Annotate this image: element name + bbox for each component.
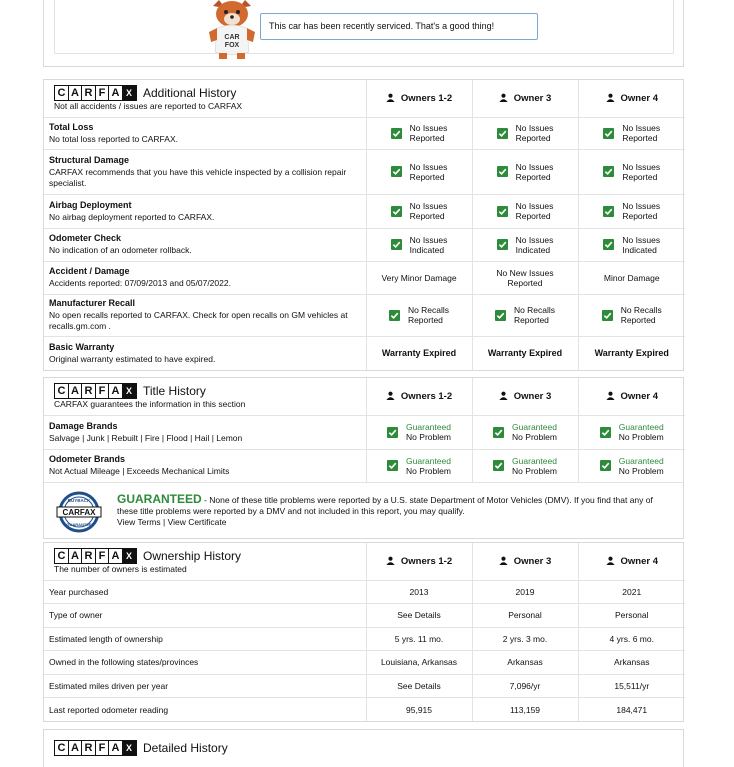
row-label: Type of owner (44, 604, 366, 628)
row-description: No airbag deployment reported to CARFAX. (49, 211, 215, 222)
status-text: No Issues Indicated (622, 234, 661, 255)
status-check (600, 422, 664, 442)
guarantee-heading: GUARANTEED (117, 492, 202, 506)
status-text: Guaranteed No Problem (406, 422, 451, 442)
owner-header: Owners 1-2 (386, 556, 452, 567)
status-text: Guaranteed No Problem (618, 422, 664, 442)
status-text: No Issues Reported (409, 201, 448, 221)
check-icon (391, 239, 402, 250)
row-label: Airbag Deployment (49, 199, 132, 210)
check-icon (391, 128, 402, 139)
check-icon (600, 427, 611, 438)
table-row (44, 149, 685, 194)
person-icon (499, 93, 508, 102)
check-icon (497, 166, 508, 177)
status-text: No Recalls Reported (407, 305, 450, 325)
buyback-guarantee-badge-icon (54, 491, 104, 533)
status-check (600, 456, 664, 476)
check-icon (493, 460, 504, 471)
row-description: No indication of an odometer rollback. (49, 245, 192, 255)
section-title: Ownership History (143, 549, 242, 564)
section-title: Detailed History (143, 741, 228, 755)
status-text: No Issues Indicated (409, 234, 448, 255)
cell-value: 15,511/yr (578, 674, 685, 698)
status-check (391, 235, 448, 255)
table-row (44, 674, 685, 698)
status-text: No Issues Reported (409, 161, 448, 182)
owner-header: Owner 4 (606, 93, 659, 104)
cell-value: Louisiana, Arkansas (366, 651, 472, 675)
status-check (603, 235, 660, 255)
check-icon (497, 128, 508, 139)
status-check (389, 305, 449, 325)
owner-header: Owner 3 (499, 556, 552, 567)
status-check (495, 305, 555, 325)
check-icon (387, 460, 398, 471)
cell-value: Personal (578, 604, 685, 628)
check-icon (603, 206, 614, 217)
table-row (44, 698, 685, 722)
owner-header: Owner 3 (499, 391, 552, 402)
section-title: Additional History (143, 86, 237, 101)
cell-value: Minor Damage (603, 272, 660, 283)
check-icon (391, 206, 402, 217)
row-label: Estimated miles driven per year (44, 674, 366, 698)
table-row (44, 336, 685, 370)
cell-value: 2019 (472, 580, 578, 604)
owner-header: Owner 4 (606, 391, 659, 402)
row-label: Odometer Brands (49, 454, 126, 465)
cell-value: 2013 (366, 580, 472, 604)
check-icon (603, 128, 614, 139)
row-label: Total Loss (49, 121, 94, 132)
cell-value: 2 yrs. 3 mo. (472, 627, 578, 651)
check-icon (603, 239, 614, 250)
row-label: Estimated length of ownership (44, 627, 366, 651)
service-banner (54, 0, 674, 54)
section-subtitle: Not all accidents / issues are reported to CARFAX (54, 101, 243, 112)
status-check (497, 123, 554, 143)
table-row (44, 449, 685, 482)
section-subtitle: CARFAX guarantees the information in this section (54, 399, 246, 410)
status-check (602, 305, 662, 325)
person-icon (606, 556, 615, 565)
status-text: No Issues Reported (515, 123, 554, 143)
check-icon (497, 206, 508, 217)
person-icon (499, 391, 508, 400)
cell-value: Arkansas (578, 651, 685, 675)
status-check (497, 201, 554, 221)
status-check (391, 123, 448, 143)
table-row (44, 194, 685, 228)
cell-value: Very Minor Damage (381, 272, 457, 283)
table-row (44, 627, 685, 651)
section-title: Title History (143, 384, 206, 399)
row-description: Salvage | Junk | Rebuilt | Fire | Flood | Hail | Lemon (49, 432, 243, 443)
row-label: Basic Warranty (49, 341, 115, 352)
status-check (497, 162, 554, 182)
detailed-history-section (43, 729, 684, 767)
cell-value: 184,471 (578, 698, 685, 722)
status-text: Guaranteed No Problem (512, 422, 557, 442)
carfax-logo: C A R F A X (54, 548, 135, 564)
svg-text:CAR: CAR (224, 34, 240, 41)
status-text: Guaranteed No Problem (512, 455, 557, 476)
ownership-history-section (43, 542, 684, 722)
row-label: Structural Damage (49, 154, 130, 165)
cell-value: See Details (366, 674, 472, 698)
status-text: No Issues Reported (409, 123, 448, 143)
person-icon (386, 391, 395, 400)
status-check (391, 201, 448, 221)
status-check (387, 456, 451, 476)
cell-value: 113,159 (472, 698, 578, 722)
cell-value: 95,915 (366, 698, 472, 722)
row-description: Not Actual Mileage | Exceeds Mechanical Limits (49, 466, 230, 477)
cell-value: Personal (472, 604, 578, 628)
person-icon (386, 556, 395, 565)
status-text: No Issues Reported (622, 161, 661, 182)
person-icon (499, 556, 508, 565)
row-description: CARFAX recommends that you have this vehicle inspected by a collision repair specialist. (49, 166, 347, 188)
cell-value: See Details (366, 604, 472, 628)
check-icon (389, 310, 400, 321)
person-icon (606, 93, 615, 102)
row-description: No open recalls reported to CARFAX. Check for open recalls on GM vehicles at recalls.gm.com . (49, 310, 348, 331)
owner-header: Owner 3 (499, 93, 552, 104)
table-row (44, 580, 685, 604)
status-text: No Issues Reported (515, 161, 554, 182)
svg-text:FOX: FOX (224, 42, 240, 49)
status-text: No Issues Reported (515, 201, 554, 221)
row-label: Last reported odometer reading (44, 698, 366, 722)
table-row (44, 415, 685, 449)
service-message: This car has been recently serviced. That's a good thing! (260, 13, 538, 40)
svg-text:BUYBACK: BUYBACK (67, 498, 91, 503)
table-row (44, 604, 685, 628)
table-row (44, 651, 685, 675)
row-label: Odometer Check (49, 233, 122, 243)
svg-text:CARFAX: CARFAX (62, 508, 96, 517)
status-text: No Issues Indicated (515, 234, 554, 255)
check-icon (495, 310, 506, 321)
carfax-logo: C A R F A X (54, 383, 135, 399)
status-text: Guaranteed No Problem (618, 455, 664, 476)
person-icon (606, 391, 615, 400)
row-description: Accidents reported: 07/09/2013 and 05/07/2022. (49, 278, 231, 288)
view-certificate-link[interactable]: View Certificate (167, 517, 227, 527)
status-check (497, 235, 554, 255)
svg-text:GUARANTEE: GUARANTEE (66, 522, 92, 527)
cell-value: Warranty Expired (381, 348, 457, 359)
check-icon (391, 166, 402, 177)
table-row (44, 228, 685, 261)
additional-history-section (43, 79, 684, 371)
cell-value: Arkansas (472, 651, 578, 675)
view-terms-link[interactable]: View Terms (117, 517, 161, 527)
status-text: No Issues Reported (622, 123, 661, 143)
row-description: No total loss reported to CARFAX. (49, 133, 178, 144)
guarantee-block: BUYBACK CARFAX GUARANTEE GUARANTEED - None of these title problems were reported by a U.S. state Department of Motor Vehicles (DMV). If you find that any of these title problems were reported by a DMV and not included in this report, you may qualify. View Terms | View Certificate (44, 482, 683, 538)
carfax-logo: C A R F A X (54, 85, 135, 101)
status-text: No Recalls Reported (620, 305, 662, 325)
section-subtitle: The number of owners is estimated (54, 564, 187, 575)
check-icon (387, 427, 398, 438)
owner-header: Owner 4 (606, 556, 659, 567)
cell-value: Warranty Expired (487, 348, 563, 359)
guarantee-text: - None of these title problems were reported by a U.S. state Department of Motor Vehicles (DMV). If you find that any of these title problems were reported by a DMV and not included in this report, you may qualify. (117, 495, 653, 516)
row-label: Owned in the following states/provinces (44, 651, 366, 675)
carfox-mascot-icon (205, 0, 259, 60)
check-icon (497, 239, 508, 250)
check-icon (600, 460, 611, 471)
row-label: Year purchased (44, 580, 366, 604)
check-icon (493, 427, 504, 438)
carfax-logo: C A R F A X (54, 740, 135, 756)
status-check (603, 162, 660, 182)
status-text: No Recalls Reported (513, 305, 556, 325)
row-label: Manufacturer Recall (49, 298, 136, 308)
owner-header: Owners 1-2 (386, 391, 452, 402)
cell-value: 2021 (578, 580, 685, 604)
table-row (44, 261, 685, 294)
row-label: Accident / Damage (49, 266, 130, 276)
check-icon (603, 166, 614, 177)
status-check (603, 123, 660, 143)
status-text: Guaranteed No Problem (406, 455, 451, 476)
status-check (603, 201, 660, 221)
cell-value: Warranty Expired (594, 348, 669, 359)
owner-header: Owners 1-2 (386, 93, 452, 104)
table-row (44, 117, 685, 149)
check-icon (602, 310, 613, 321)
status-check (493, 422, 557, 442)
cell-value: 7,096/yr (472, 674, 578, 698)
table-row (44, 294, 685, 336)
status-text: No Issues Reported (622, 201, 661, 221)
row-description: Original warranty estimated to have expired. (49, 353, 216, 364)
service-banner-panel (43, 0, 684, 67)
cell-value: 4 yrs. 6 mo. (578, 627, 685, 651)
title-history-section (43, 377, 684, 539)
cell-value: No New Issues Reported (496, 267, 554, 288)
row-label: Damage Brands (49, 420, 118, 431)
status-check (493, 456, 557, 476)
status-check (387, 422, 451, 442)
status-check (391, 162, 448, 182)
person-icon (386, 93, 395, 102)
cell-value: 5 yrs. 11 mo. (366, 627, 472, 651)
